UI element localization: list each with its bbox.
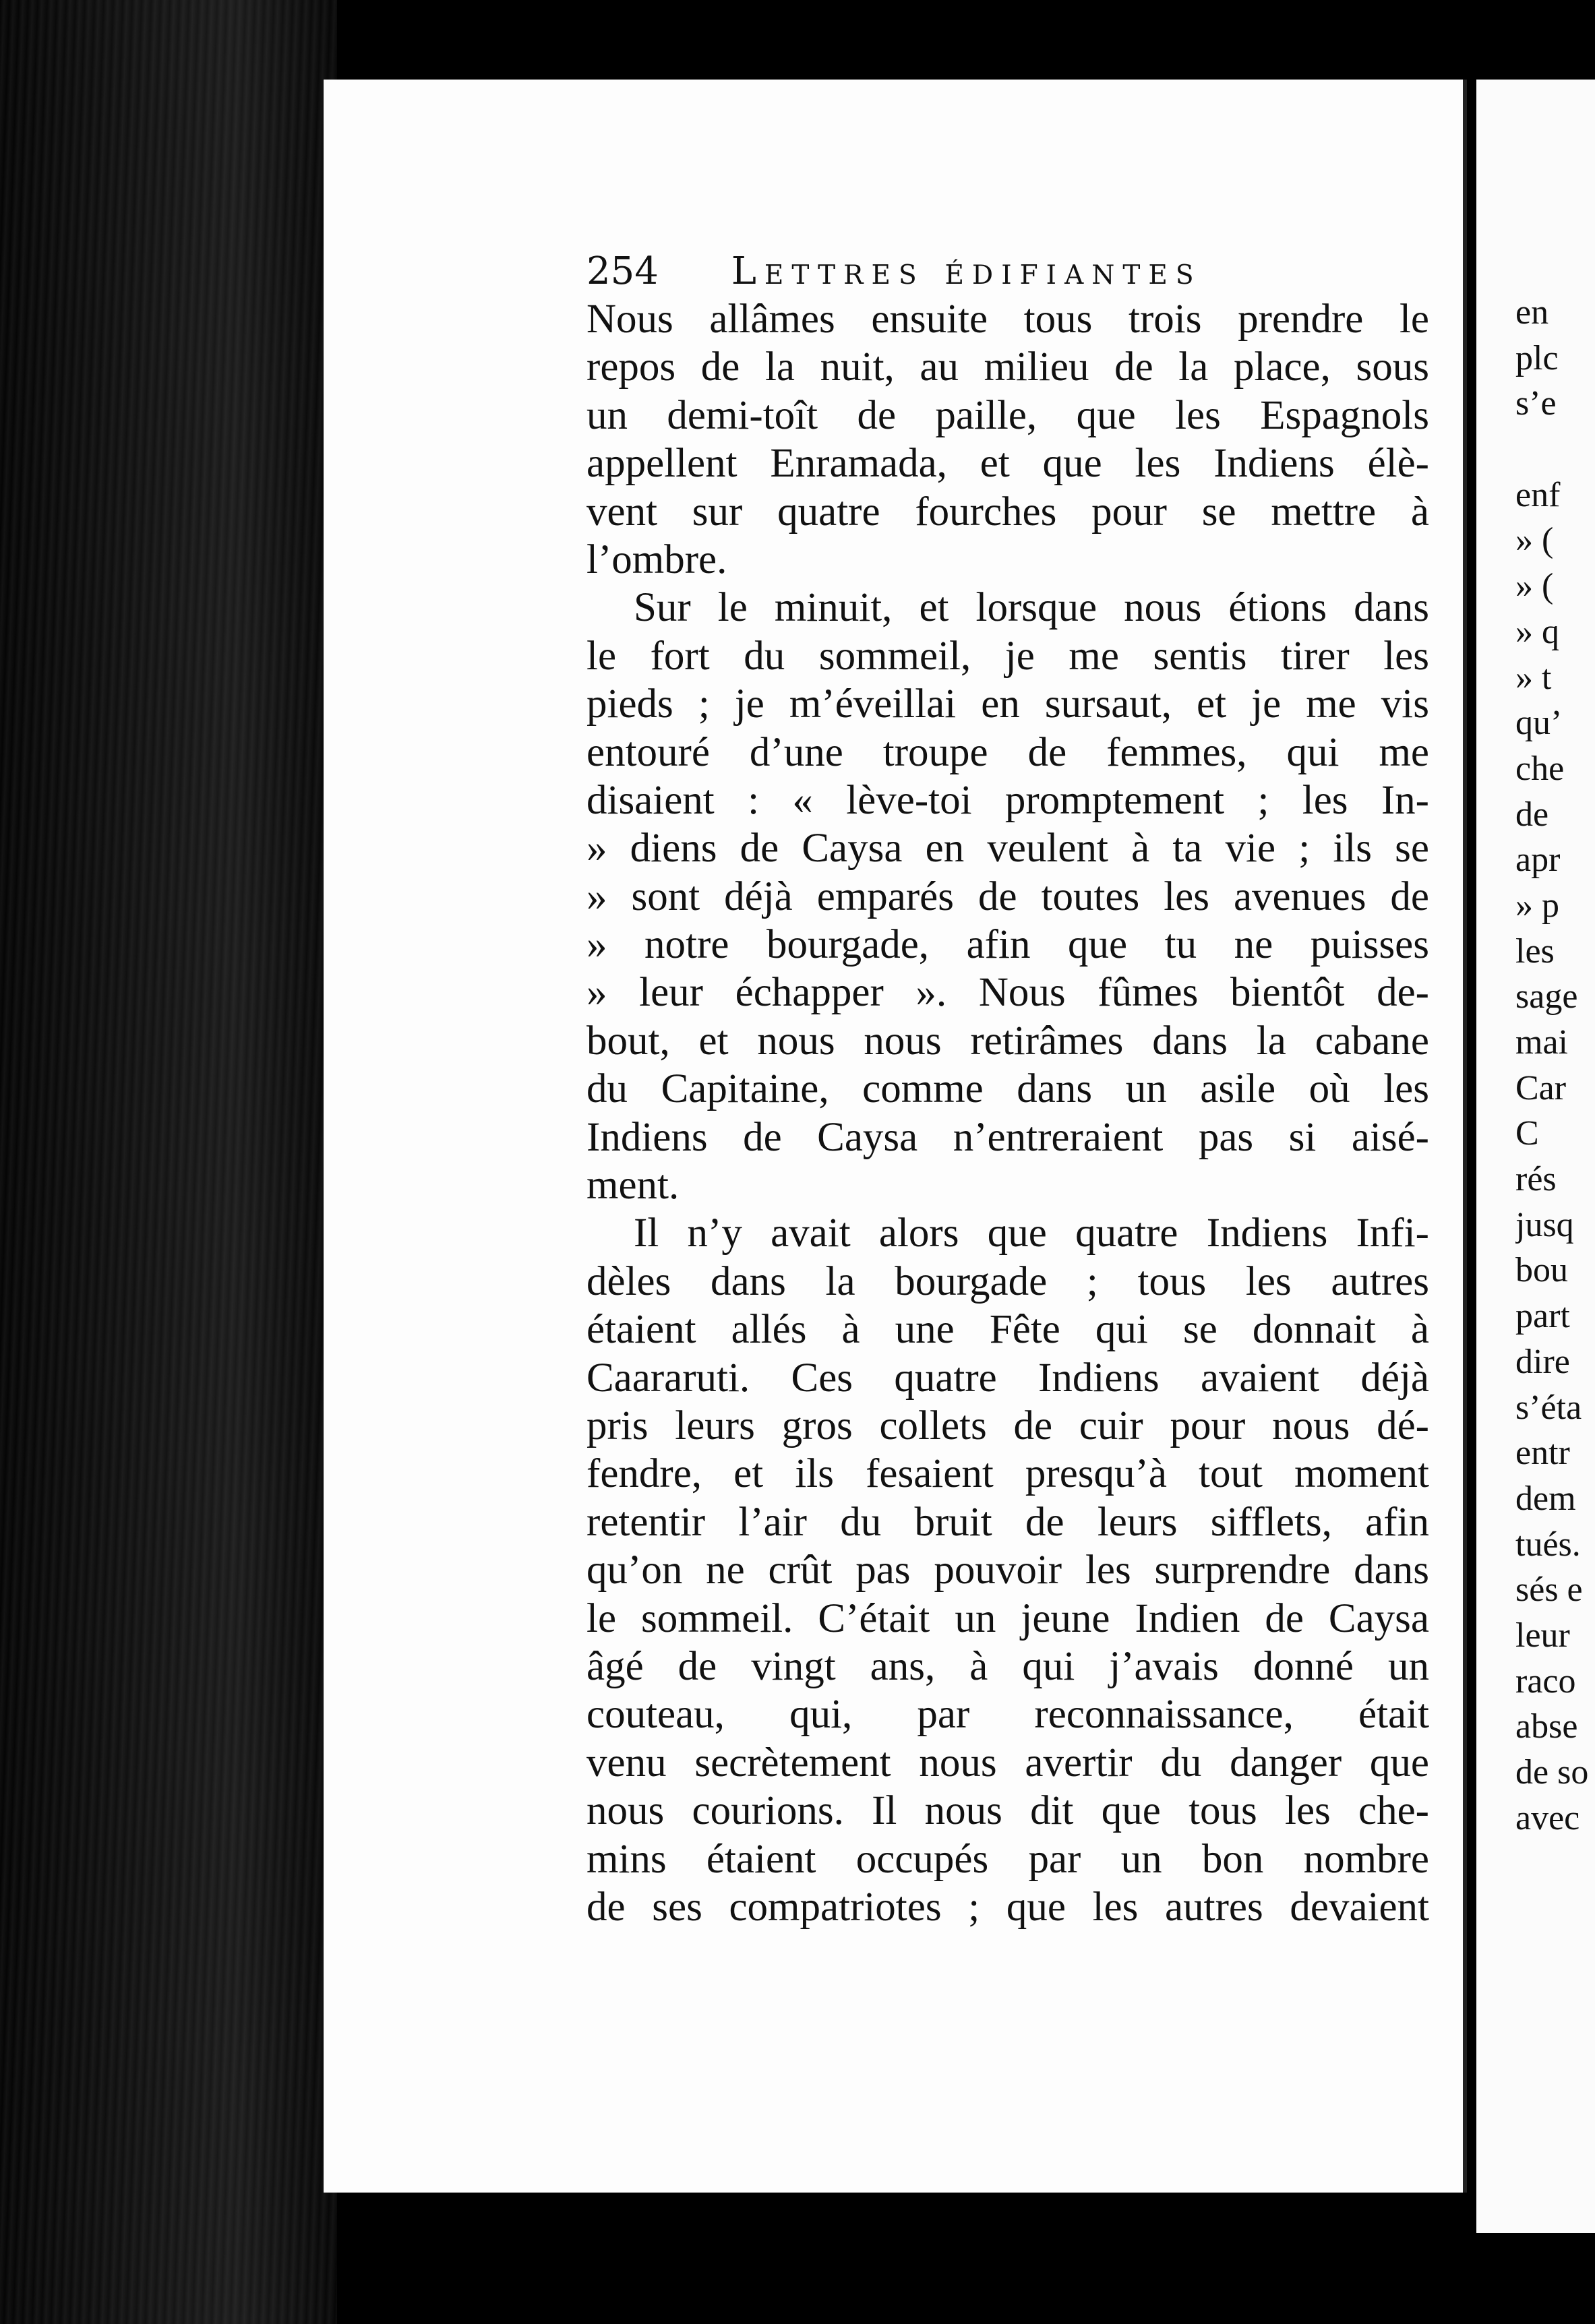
adjacent-fragment: dem (1515, 1479, 1576, 1518)
text-line: dèles dans la bourgade ; tous les autres (586, 1258, 1429, 1304)
adjacent-fragment: en (1515, 293, 1549, 332)
adjacent-fragment: leur (1515, 1616, 1570, 1655)
text-line: retentir l’air du bruit de leurs sifflets, afin (586, 1499, 1429, 1545)
text-line: repos de la nuit, au milieu de la place, sous (586, 344, 1429, 390)
running-title: Lettres édifiantes (731, 249, 1202, 293)
text-line: Sur le minuit, et lorsque nous étions dans (634, 585, 1429, 631)
adjacent-fragment: jusq (1515, 1205, 1574, 1244)
adjacent-fragment: les (1515, 931, 1555, 971)
text-line: bout, et nous nous retirâmes dans la cabane (586, 1018, 1429, 1064)
adjacent-fragment: raco (1515, 1661, 1576, 1701)
text-line: nous courions. Il nous dit que tous les che- (586, 1788, 1429, 1834)
text-line: Indiens de Caysa n’entreraient pas si aisé- (586, 1114, 1429, 1160)
adjacent-fragment: qu’ (1515, 704, 1563, 743)
page-number: 254 (586, 249, 659, 293)
text-line: » notre bourgade, afin que tu ne puisses (586, 922, 1429, 968)
adjacent-fragment: » ( (1515, 567, 1554, 606)
text-line: » leur échapper ». Nous fûmes bientôt de- (586, 970, 1429, 1016)
text-line: le fort du sommeil, je me sentis tirer les (586, 633, 1429, 679)
adjacent-fragment: de so (1515, 1753, 1589, 1792)
text-line: entouré d’une troupe de femmes, qui me (586, 729, 1429, 775)
adjacent-fragment: entr (1515, 1434, 1570, 1473)
adjacent-fragment: s’e (1515, 384, 1557, 423)
adjacent-fragment: tués. (1515, 1525, 1581, 1564)
adjacent-fragment: de (1515, 795, 1549, 834)
adjacent-fragment: » ( (1515, 521, 1554, 560)
text-line: de ses compatriotes ; que les autres devaient (586, 1884, 1429, 1930)
text-line: du Capitaine, comme dans un asile où les (586, 1066, 1429, 1112)
adjacent-fragment: sage (1515, 977, 1578, 1016)
adjacent-fragment: avec (1515, 1798, 1580, 1837)
text-line: Il n’y avait alors que quatre Indiens Infi- (634, 1211, 1429, 1256)
adjacent-fragment: » q (1515, 612, 1559, 651)
page-body-text (586, 295, 1429, 1931)
text-line: l’ombre. (586, 537, 727, 582)
adjacent-fragment: » t (1515, 658, 1552, 697)
adjacent-fragment: » p (1515, 886, 1559, 925)
book-spine-shadow (0, 0, 337, 2324)
adjacent-fragment: sés e (1515, 1570, 1583, 1610)
adjacent-fragment: abse (1515, 1707, 1578, 1746)
adjacent-fragment: Car (1515, 1068, 1567, 1107)
text-line: âgé de vingt ans, à qui j’avais donné un (586, 1643, 1429, 1689)
adjacent-fragment: apr (1515, 840, 1561, 880)
text-line: un demi-toît de paille, que les Espagnols (586, 392, 1429, 438)
text-line: disaient : « lève-toi promptement ; les In- (586, 777, 1429, 823)
text-line: pieds ; je m’éveillai en sursaut, et je me vis (586, 681, 1429, 727)
adjacent-fragment: dire (1515, 1342, 1570, 1381)
adjacent-fragment: mai (1515, 1023, 1568, 1062)
adjacent-fragment: rés (1515, 1160, 1557, 1199)
text-line: mins étaient occupés par un bon nombre (586, 1836, 1429, 1882)
adjacent-page-text (1515, 290, 1595, 1841)
adjacent-fragment (1515, 427, 1595, 472)
text-line: Nous allâmes ensuite tous trois prendre le (586, 297, 1429, 342)
text-line: » diens de Caysa en veulent à ta vie ; ils se (586, 826, 1429, 872)
text-line: le sommeil. C’était un jeune Indien de Caysa (586, 1595, 1429, 1641)
running-head (586, 249, 1429, 293)
adjacent-fragment: part (1515, 1297, 1570, 1336)
adjacent-fragment: C (1515, 1114, 1539, 1153)
text-line: fendre, et ils fesaient presqu’à tout moment (586, 1451, 1429, 1497)
text-line: qu’on ne crût pas pouvoir les surprendre dans (586, 1548, 1429, 1593)
text-line: appellent Enramada, et que les Indiens élè- (586, 441, 1429, 487)
text-line: » sont déjà emparés de toutes les avenues de (586, 874, 1429, 919)
adjacent-fragment: enf (1515, 475, 1561, 514)
text-line: couteau, qui, par reconnaissance, était (586, 1692, 1429, 1738)
text-line: Caararuti. Ces quatre Indiens avaient déjà (586, 1355, 1429, 1401)
adjacent-fragment: bou (1515, 1251, 1568, 1290)
adjacent-fragment: plc (1515, 338, 1559, 377)
text-line: venu secrètement nous avertir du danger que (586, 1740, 1429, 1785)
text-line: vent sur quatre fourches pour se mettre à (586, 489, 1429, 534)
text-line: pris leurs gros collets de cuir pour nous dé- (586, 1403, 1429, 1448)
adjacent-fragment: che (1515, 749, 1565, 788)
text-line: étaient allés à une Fête qui se donnait à (586, 1307, 1429, 1353)
text-line: ment. (586, 1163, 680, 1209)
adjacent-fragment: s’éta (1515, 1388, 1582, 1427)
